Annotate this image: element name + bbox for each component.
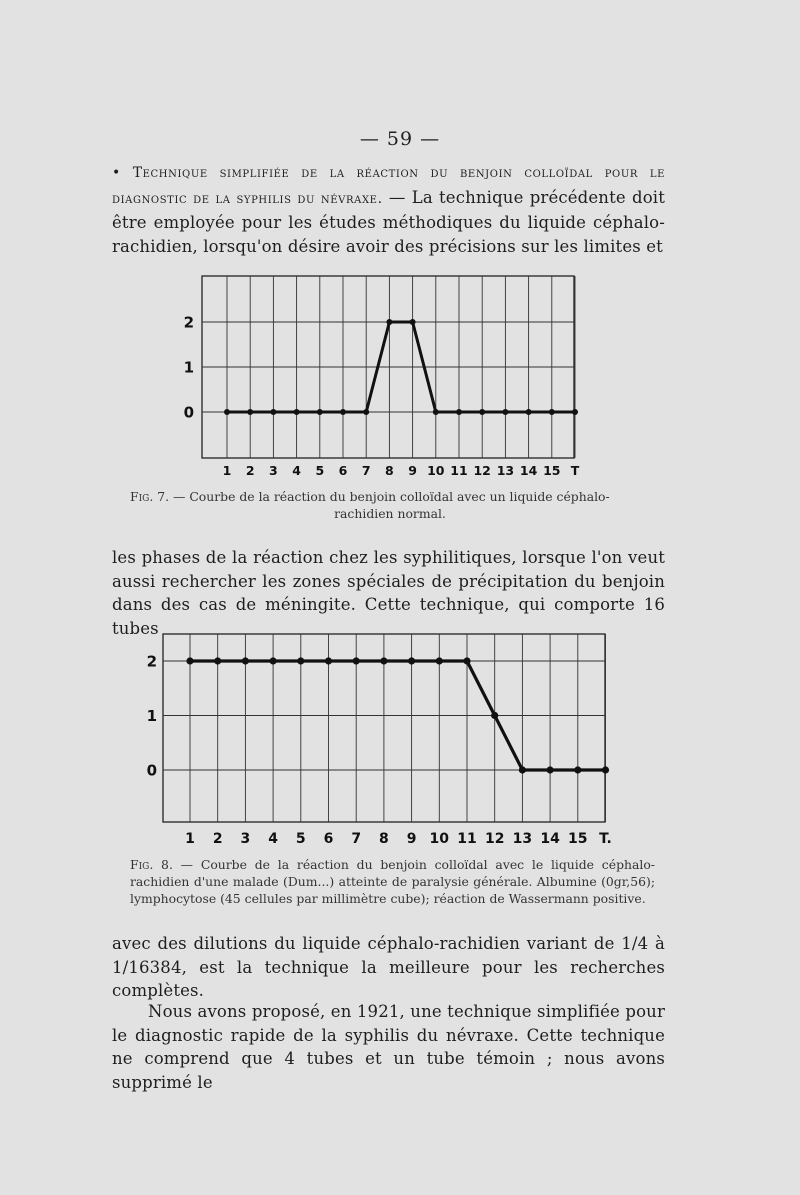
x-tick-label: 14 <box>540 831 560 847</box>
x-tick-label: 6 <box>323 831 334 847</box>
x-tick-label: 13 <box>512 831 533 847</box>
data-point <box>433 409 439 415</box>
data-point <box>325 657 332 664</box>
x-tick-label: 13 <box>496 463 515 478</box>
x-tick-label: 1 <box>185 831 195 847</box>
data-point <box>294 409 300 415</box>
y-tick-label: 0 <box>146 761 157 780</box>
y-tick-label: 0 <box>183 403 194 422</box>
section-heading: • Technique simplifiée de la réaction du benjoin colloïdal pour le diagnostic de la syphilis du névraxe. <box>112 165 665 207</box>
x-tick-label: 15 <box>543 463 561 478</box>
data-point <box>547 766 554 773</box>
x-tick-label: 8 <box>385 463 394 478</box>
paragraph-1 <box>112 160 665 258</box>
data-point <box>270 409 276 415</box>
figure-8-chart <box>135 628 635 850</box>
paragraph-2: les phases de la réaction chez les syphilitiques, lorsque l'on veut aussi rechercher les zones spéciales de précipitation du benjoin dans des cas de méningite. Cette technique, qui comporte 16 tubes <box>112 548 665 638</box>
figure-8-label: Fig. 8. <box>130 857 173 872</box>
y-tick-label: 2 <box>183 313 194 332</box>
x-tick-label: 2 <box>245 463 255 478</box>
data-point <box>410 319 416 325</box>
x-tick-label: T <box>570 463 580 478</box>
data-point <box>436 657 443 664</box>
data-point <box>602 766 609 773</box>
data-point <box>386 319 392 325</box>
paragraph-4: Nous avons proposé, en 1921, une technique simplifiée pour le diagnostic rapide de la syphilis du névraxe. Cette technique ne comprend que 4 tubes et un tube témoin ; nous avons supprimé le <box>112 1002 665 1092</box>
y-tick-label: 2 <box>146 652 157 671</box>
x-tick-label: 10 <box>427 463 445 478</box>
x-tick-label: 4 <box>292 463 301 478</box>
data-point <box>242 657 249 664</box>
x-tick-label: 11 <box>457 831 477 847</box>
x-tick-label: 12 <box>484 831 505 847</box>
x-tick-label: 12 <box>473 463 491 478</box>
x-tick-label: T. <box>599 831 612 847</box>
figure-7-label: Fig. 7. <box>130 489 170 504</box>
figure-8-caption-text: — Courbe de la réaction du benjoin colloïdal avec le liquide céphalo-rachidien d'une malade (Dum...) atteinte de paralysie générale. Albumine (0gr,56); lymphocytose (45 cellules par millimètre cube); réaction de Wassermann positive. <box>130 857 655 906</box>
x-tick-label: 1 <box>222 463 232 478</box>
x-tick-label: 7 <box>351 831 362 847</box>
x-tick-label: 14 <box>519 463 538 478</box>
data-point <box>317 409 323 415</box>
figure-7-chart <box>170 268 610 480</box>
figure-7-caption <box>130 488 650 522</box>
data-point <box>574 766 581 773</box>
data-point <box>408 657 415 664</box>
x-tick-label: 2 <box>212 831 223 847</box>
x-tick-label: 3 <box>269 463 278 478</box>
x-tick-label: 7 <box>361 463 371 478</box>
page-number: — 59 — <box>359 128 441 150</box>
figure-7-caption-text: — Courbe de la réaction du benjoin colloïdal avec un liquide céphalo- <box>173 489 610 504</box>
x-tick-label: 8 <box>379 831 389 847</box>
data-point <box>363 409 369 415</box>
data-point <box>519 766 526 773</box>
data-point <box>224 409 230 415</box>
data-point <box>463 657 470 664</box>
paragraph-3: avec des dilutions du liquide céphalo-rachidien variant de 1/4 à 1/16384, est la technique la meilleure pour les recherches complètes. <box>112 934 665 1001</box>
x-tick-label: 15 <box>568 831 588 847</box>
data-point <box>186 657 193 664</box>
data-point <box>340 409 346 415</box>
paragraph-1-text: — La technique précédente doit être employée pour les études méthodiques du liquide céphalo-rachidien, lorsqu'on désire avoir des précisions sur les limites et <box>112 187 665 256</box>
x-tick-label: 5 <box>295 831 306 847</box>
figure-7-caption-text-2: rachidien normal. <box>334 506 446 521</box>
x-tick-label: 10 <box>429 831 450 847</box>
data-point <box>380 657 387 664</box>
data-point <box>479 409 485 415</box>
data-point <box>491 712 498 719</box>
data-point <box>270 657 277 664</box>
data-point <box>549 409 555 415</box>
x-tick-label: 4 <box>268 831 278 847</box>
data-point <box>247 409 253 415</box>
x-tick-label: 9 <box>408 463 417 478</box>
data-point <box>502 409 508 415</box>
figure-8-caption <box>130 856 655 907</box>
x-tick-label: 5 <box>315 463 325 478</box>
y-tick-label: 1 <box>146 706 157 725</box>
x-tick-label: 6 <box>338 463 348 478</box>
data-point <box>214 657 221 664</box>
x-tick-label: 3 <box>240 831 251 847</box>
data-point <box>456 409 462 415</box>
data-point <box>526 409 532 415</box>
data-point <box>353 657 360 664</box>
data-point <box>297 657 304 664</box>
x-tick-label: 11 <box>450 463 468 478</box>
data-point <box>572 409 578 415</box>
y-tick-label: 1 <box>183 358 194 377</box>
x-tick-label: 9 <box>406 831 417 847</box>
